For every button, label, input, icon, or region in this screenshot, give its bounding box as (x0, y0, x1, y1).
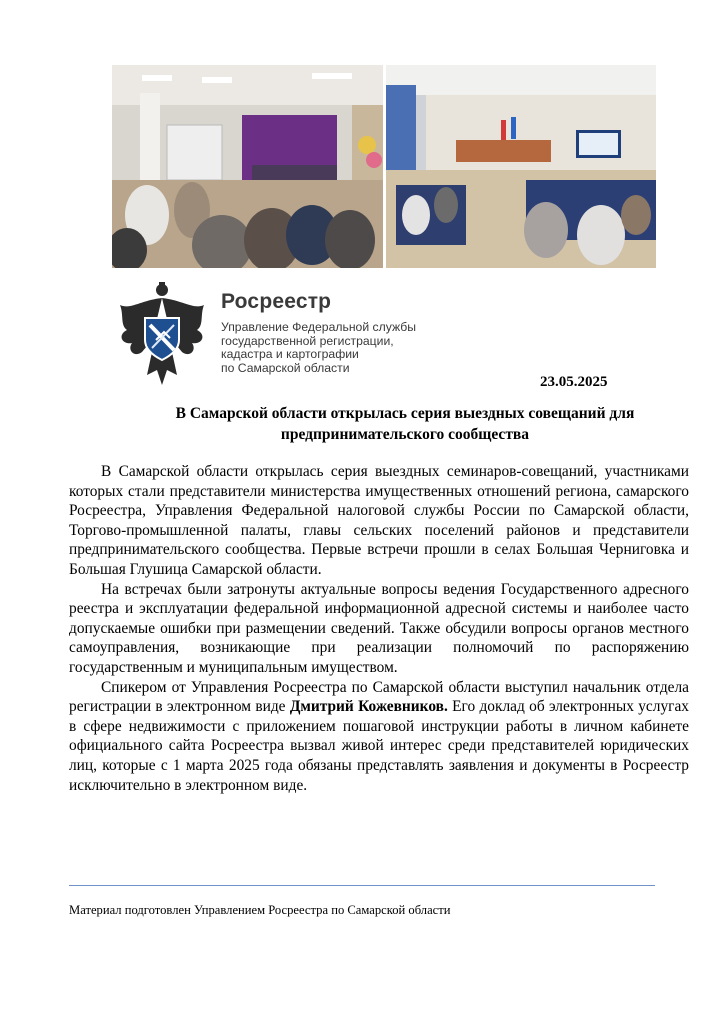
speaker-name: Дмитрий Кожевников. (289, 698, 448, 716)
seminar-photo-right (386, 65, 656, 268)
paragraph-2: На встречах были затронуты актуальные вопросы ведения Государственного адресного реестра и эксплуатации федеральной информационной адресной системы и наиболее часто допускаемые ошибки при размещении сведений. Также обсудили вопросы органов местного самоуправления, возникающие при реализации полномочий по распоряжению государственным и муниципальным имуществом. (69, 580, 689, 676)
seminar-photo-left (112, 65, 383, 268)
paragraph-1: В Самарской области открылась серия выездных семинаров-совещаний, участниками которых стали представители министерства имущественных отношений региона, самарского Росреестра, Управления Федеральной налоговой службы России по Самарской области, Торгово-промышленной палаты, главы сельских поселений районов и представители предпринимательского сообщества. Первые встречи прошли в селах Большая Черниговка и Большая Глушица Самарской области. (69, 463, 689, 578)
paragraph-3-start: Спикером от Управления Росреестра по Самарской области выступил начальник отдела регистрации в электронном виде (69, 678, 689, 716)
paragraph-3-end: Его доклад об электронных услугах в сфере недвижимости с приложением пошаговой инструкции работы в личном кабинете официального сайта Росреестра вызвал живой интерес среди представителей юридических лиц, которые с 1 марта 2025 года обязаны представлять заявления и документы в Росреестр исключительно в электронном виде. (69, 698, 689, 794)
paragraph-3 (69, 678, 689, 796)
article-title: В Самарской области открылась серия выездных совещаний для предпринимательского сообщества (175, 405, 635, 443)
rosreestr-emblem-icon (112, 280, 212, 388)
brand-name: Росреестр (221, 290, 332, 313)
footer-divider (69, 885, 655, 886)
publication-date: 23.05.2025 (540, 374, 608, 390)
brand-subtitle: Управление Федеральной службы государственной регистрации, кадастра и картографии по Самарской области (221, 320, 416, 375)
article-body (69, 462, 689, 795)
footer-note: Материал подготовлен Управлением Росреестра по Самарской области (69, 903, 451, 917)
